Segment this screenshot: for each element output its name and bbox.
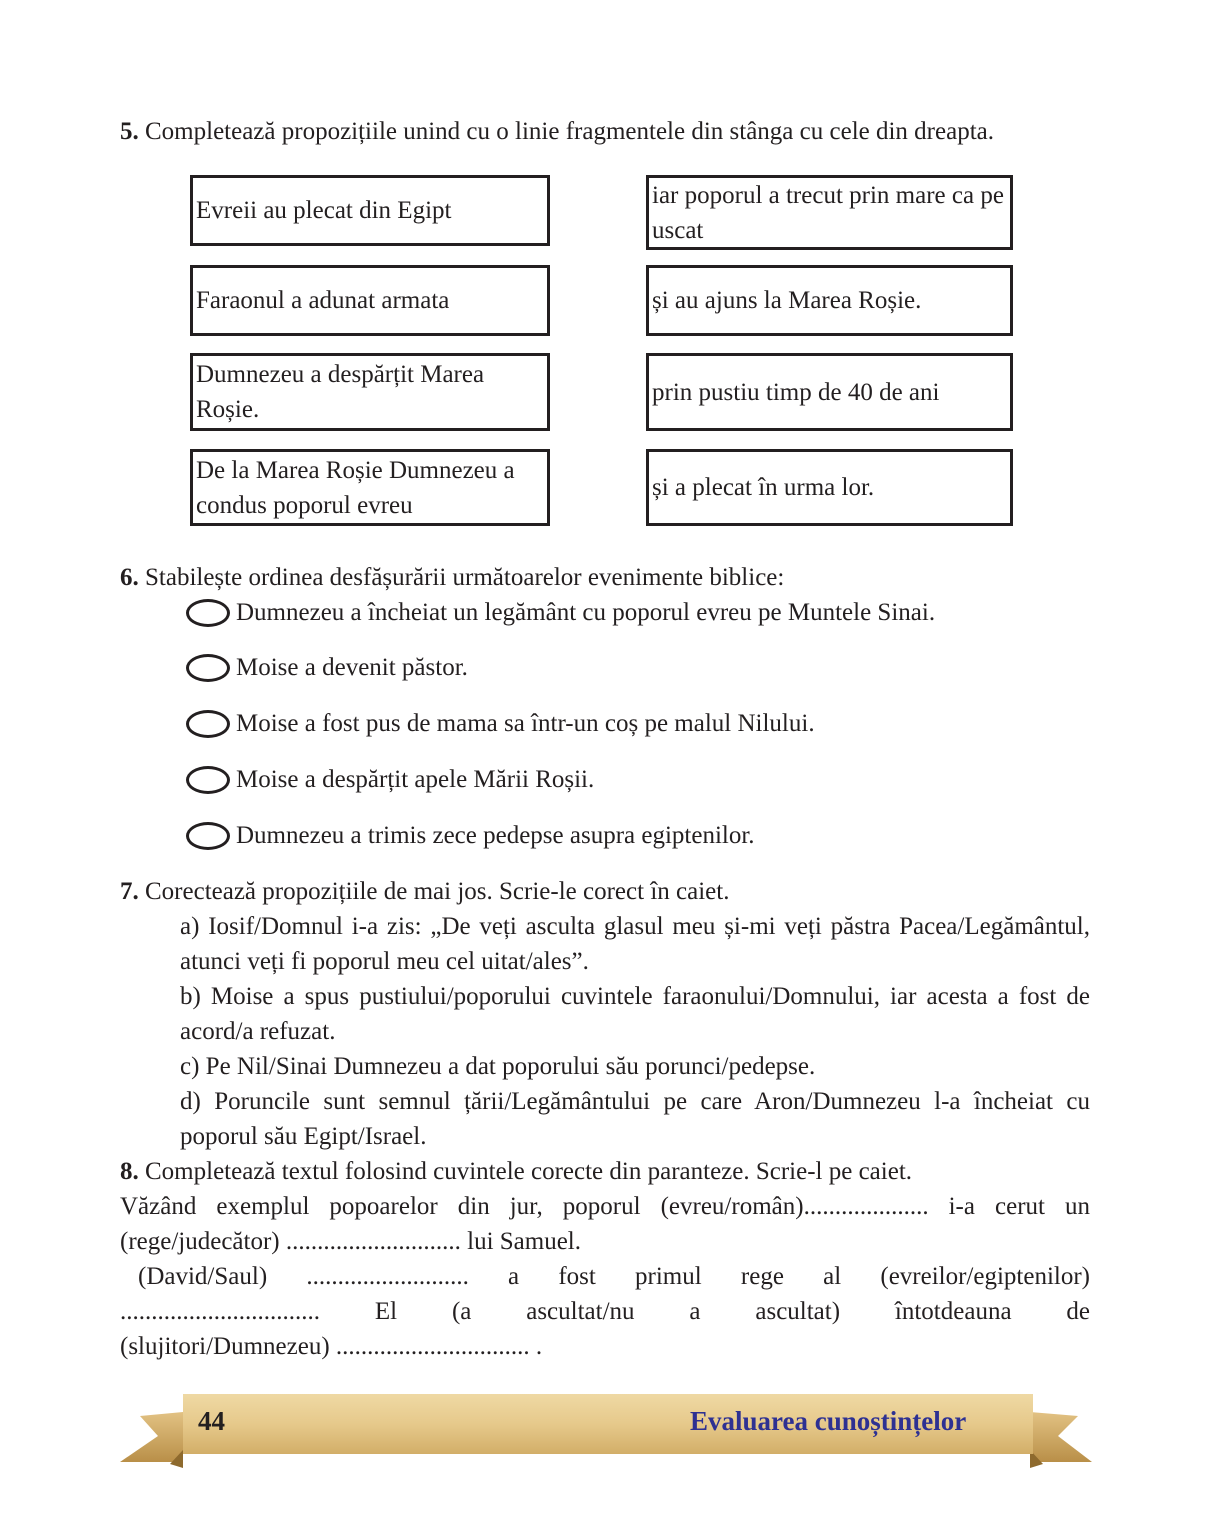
order-item-3 (186, 709, 815, 739)
exercise-5-number: 5. (120, 118, 139, 145)
ribbon-left-tail (120, 1412, 183, 1462)
left-fragment-4: De la Marea Roșie Dumnezeu a condus poporul evreu (190, 449, 550, 526)
exercise-5-instruction: Completează propozițiile unind cu o linie fragmentele din stânga cu cele din dreapta. (138, 118, 994, 145)
order-oval-3[interactable] (186, 710, 230, 738)
correction-c: c) Pe Nil/Sinai Dumnezeu a dat poporului său porunci/pedepse. (180, 1053, 816, 1080)
fill-paragraph-2-line-2: ................................ El (a ascultat/nu a ascultat) întotdeauna de (120, 1298, 1090, 1325)
correction-d: d) Poruncile sunt semnul țării/Legământului pe care Aron/Dumnezeu l-a încheiat cu poporul său Egipt/Israel. (180, 1088, 1090, 1150)
left-fragment-2: Faraonul a adunat armata (190, 265, 550, 336)
correction-a: a) Iosif/Domnul i-a zis: „De veți asculta glasul meu și-mi veți păstra Pacea/Legământul, atunci veți fi poporul meu cel uitat/ales”. (180, 913, 1090, 975)
exercise-8-title (120, 1157, 912, 1187)
ribbon-right-tail (1030, 1412, 1092, 1462)
right-fragment-1: iar poporul a trecut prin mare ca pe uscat (646, 175, 1013, 250)
fill-paragraph-1: Văzând exemplul popoarelor din jur, poporul (evreu/român).................... i-a cerut un (rege/judecător) ............................ lui Samuel. (120, 1193, 1090, 1255)
exercise-6-title (120, 563, 784, 593)
order-oval-1[interactable] (186, 599, 230, 627)
order-oval-4[interactable] (186, 766, 230, 794)
left-fragment-3: Dumnezeu a despărțit Marea Roșie. (190, 353, 550, 431)
footer-ribbon (0, 1380, 1211, 1490)
correction-b: b) Moise a spus pustiului/poporului cuvintele faraonului/Domnului, iar acesta a fost de acord/a refuzat. (180, 983, 1090, 1045)
fill-paragraph-2-line-1: (David/Saul) .......................... a fost primul rege al (evreilor/egiptenilor) (138, 1263, 1090, 1290)
exercise-5-title (120, 117, 994, 147)
order-item-5 (186, 821, 755, 851)
exercise-7-number: 7. (120, 878, 139, 905)
order-item-1 (186, 598, 935, 628)
exercise-6-number: 6. (120, 564, 139, 591)
left-fragment-1: Evreii au plecat din Egipt (190, 175, 550, 246)
order-item-2 (186, 653, 468, 683)
order-oval-2[interactable] (186, 654, 230, 682)
right-fragment-3: prin pustiu timp de 40 de ani (646, 353, 1013, 431)
order-item-5-text: Dumnezeu a trimis zece pedepse asupra egiptenilor. (236, 822, 755, 849)
order-item-1-text: Dumnezeu a încheiat un legământ cu poporul evreu pe Muntele Sinai. (236, 599, 936, 626)
right-fragment-2: și au ajuns la Marea Roșie. (646, 265, 1013, 336)
exercise-8-number: 8. (120, 1158, 139, 1185)
chapter-title: Evaluarea cunoștințelor (690, 1406, 967, 1436)
exercise-6-instruction: Stabilește ordinea desfășurării următoarelor evenimente biblice: (138, 564, 785, 591)
order-item-4-text: Moise a despărțit apele Mării Roșii. (236, 766, 595, 793)
page-number: 44 (198, 1406, 225, 1436)
order-item-4 (186, 765, 594, 795)
right-fragment-4: și a plecat în urma lor. (646, 449, 1013, 526)
order-oval-5[interactable] (186, 822, 230, 850)
order-item-3-text: Moise a fost pus de mama sa într-un coș pe malul Nilului. (236, 710, 815, 737)
exercise-8-instruction: Completează textul folosind cuvintele corecte din paranteze. Scrie-l pe caiet. (138, 1158, 913, 1185)
order-item-2-text: Moise a devenit păstor. (236, 654, 468, 681)
exercise-7-instruction: Corectează propozițiile de mai jos. Scrie-le corect în caiet. (138, 878, 730, 905)
exercise-7-title (120, 877, 729, 907)
fill-paragraph-2-line-3: (slujitori/Dumnezeu) ............................... . (120, 1333, 543, 1360)
